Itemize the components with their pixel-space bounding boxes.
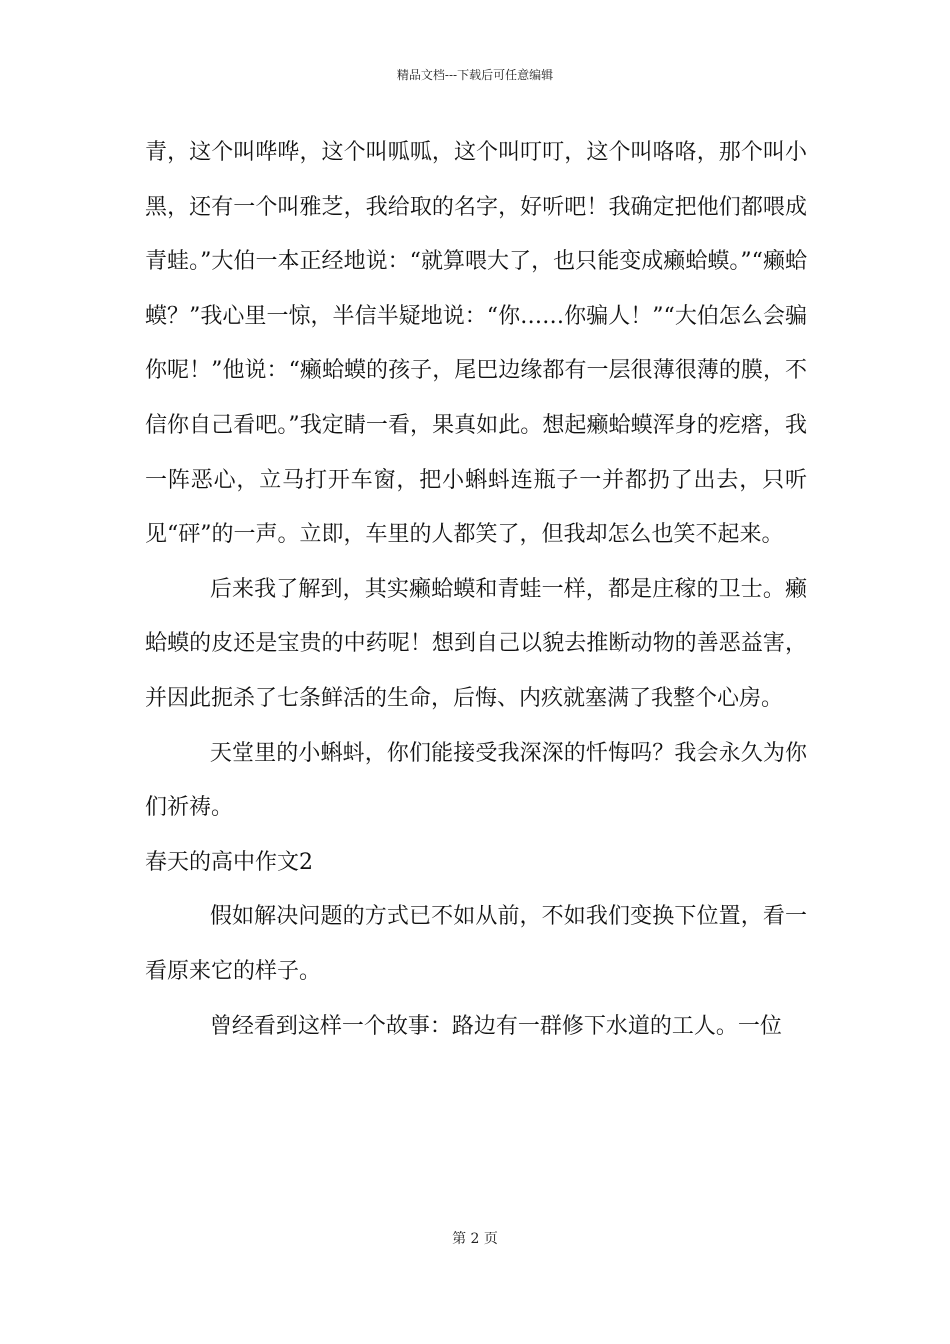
page-header: 精品文档---下载后可任意编辑 [396, 68, 554, 82]
body-text [145, 126, 807, 1054]
paragraph-continuation: 青，这个叫哗哗，这个叫呱呱，这个叫叮叮，这个叫咯咯，那个叫小黑，还有一个叫雅芝，我给取的名字，好听吧！我确定把他们都喂成青蛙。”大伯一本正经地说：“就算喂大了，也只能变成癞蛤蟆。”“癞蛤蟆？”我心里一惊，半信半疑地说：“你……你骗人！”“大伯怎么会骗你呢！”他说：“癞蛤蟆的孩子，尾巴边缘都有一层很薄很薄的膜，不信你自己看吧。”我定睛一看，果真如此。想起癞蛤蟆浑身的疙瘩，我一阵恶心，立马打开车窗，把小蝌蚪连瓶子一并都扔了出去，只听见“砰”的一声。立即，车里的人都笑了，但我却怎么也笑不起来。 [145, 140, 807, 548]
section-title: 春天的高中作文2 [145, 849, 313, 875]
paragraph: 曾经看到这样一个故事：路边有一群修下水道的工人。一位 [209, 1013, 782, 1039]
paragraph: 天堂里的小蝌蚪，你们能接受我深深的忏悔吗？我会永久为你们祈祷。 [145, 740, 807, 821]
paragraph: 后来我了解到，其实癞蛤蟆和青蛙一样，都是庄稼的卫士。癞蛤蟆的皮还是宝贵的中药呢！想到自己以貌去推断动物的善恶益害，并因此扼杀了七条鲜活的生命，后悔、内疚就塞满了我整个心房。 [145, 576, 807, 711]
page-number: 第 2 页 [452, 1231, 498, 1247]
paragraph: 假如解决问题的方式已不如从前，不如我们变换下位置，看一看原来它的样子。 [145, 904, 807, 984]
